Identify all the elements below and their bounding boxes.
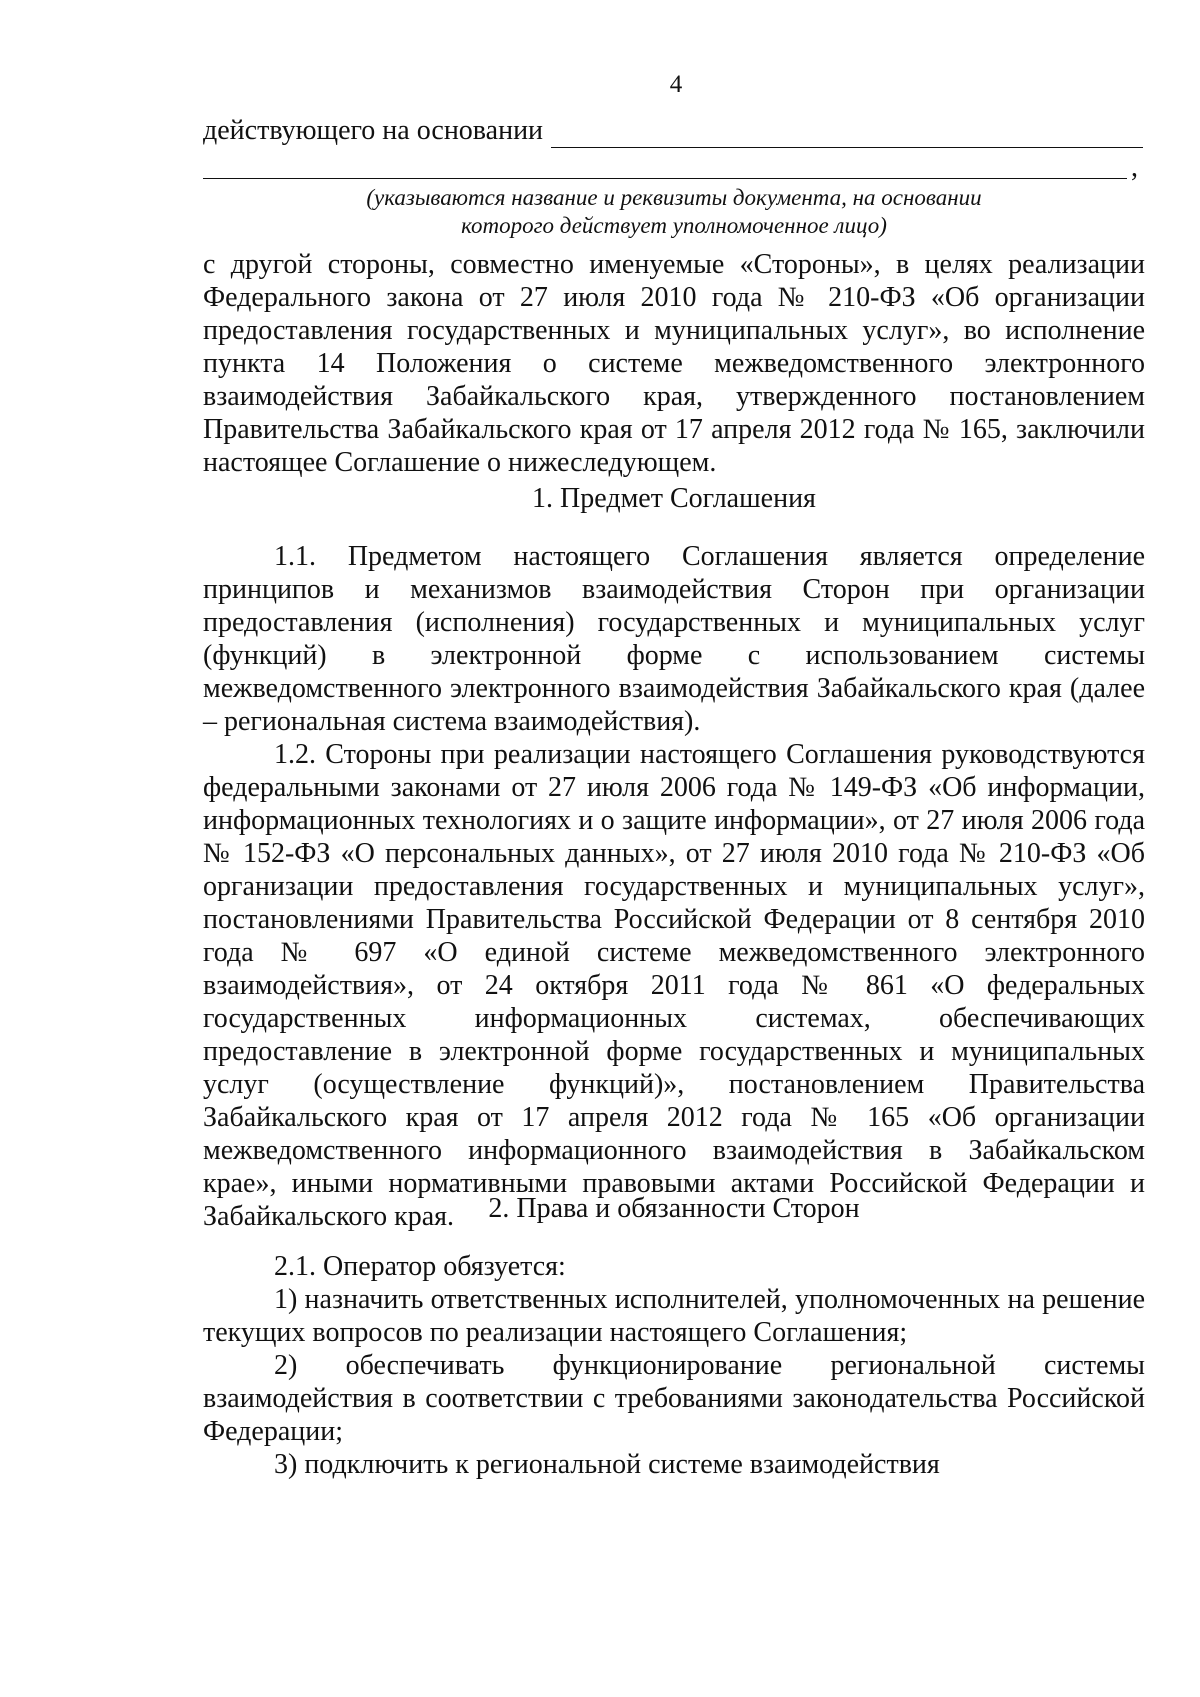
section-1-body — [203, 540, 1145, 1233]
section-1-title: 1. Предмет Соглашения — [532, 483, 816, 514]
basis-blank-field-2 — [203, 150, 1127, 179]
basis-hint-line-2: которого действует уполномоченное лицо) — [461, 213, 887, 238]
list-item-1: 1) назначить ответственных исполнителей, уполномоченных на решение текущих вопросов по реализации настоящего Соглашения; — [203, 1284, 1145, 1348]
basis-hint — [203, 184, 1145, 240]
paragraph-1-2: 1.2. Стороны при реализации настоящего Соглашения руководствуются федеральными законами от 27 июля 2006 года № 149-ФЗ «Об информации, информационных технологиях и о защите информации», от 27 июля 2006 года № 152-ФЗ «О персональных данных», от 27 июля 2010 года № 210-ФЗ «Об организации предоставления государственных и муниципальных услуг», постановлениями Правительства Российской Федерации от 8 сентября 2010 года № 697 «О единой системе межведомственного электронного взаимодействия», от 24 октября 2011 года № 861 «О федеральных государственных информационных системах, обеспечивающих предоставление в электронной форме государственных и муниципальных услуг (осуществление функций)», постановлением Правительства Забайкальского края от 17 апреля 2012 года № 165 «Об организации межведомственного информационного взаимодействия в Забайкальском крае», иными нормативными правовыми актами Российской Федерации и Забайкальского края. — [203, 739, 1145, 1232]
paragraph-2-1: 2.1. Оператор обязуется: — [274, 1251, 566, 1282]
intro-block — [203, 248, 1145, 479]
basis-blank-field — [551, 119, 1143, 148]
list-item-2: 2) обеспечивать функционирование региональной системы взаимодействия в соответствии с требованиями законодательства Российской Федерации; — [203, 1350, 1145, 1447]
paragraph-1-1: 1.1. Предметом настоящего Соглашения является определение принципов и механизмов взаимодействия Сторон при организации предоставления (исполнения) государственных и муниципальных услуг (функций) в электронной форме с использованием системы межведомственного электронного взаимодействия Забайкальского края (далее – региональная система взаимодействия). — [203, 541, 1145, 737]
basis-comma: , — [1131, 152, 1138, 183]
list-item-3: 3) подключить к региональной системе взаимодействия — [274, 1449, 940, 1480]
basis-hint-line-1: (указываются название и реквизиты документа, на основании — [366, 185, 982, 210]
intro-paragraph: с другой стороны, совместно именуемые «Стороны», в целях реализации Федерального закона от 27 июля 2010 года № 210-ФЗ «Об организации предоставления государственных и муниципальных услуг», во исполнение пункта 14 Положения о системе межведомственного электронного взаимодействия Забайкальского края, утвержденного постановлением Правительства Забайкальского края от 17 апреля 2012 года № 165, заключили настоящее Соглашение о нижеследующем. — [203, 249, 1145, 478]
section-2-title: 2. Права и обязанности Сторон — [488, 1193, 860, 1224]
basis-label: действующего на основании — [203, 115, 544, 146]
basis-line — [203, 112, 1145, 148]
section-2-body — [203, 1250, 1145, 1481]
page-number: 4 — [669, 71, 683, 98]
